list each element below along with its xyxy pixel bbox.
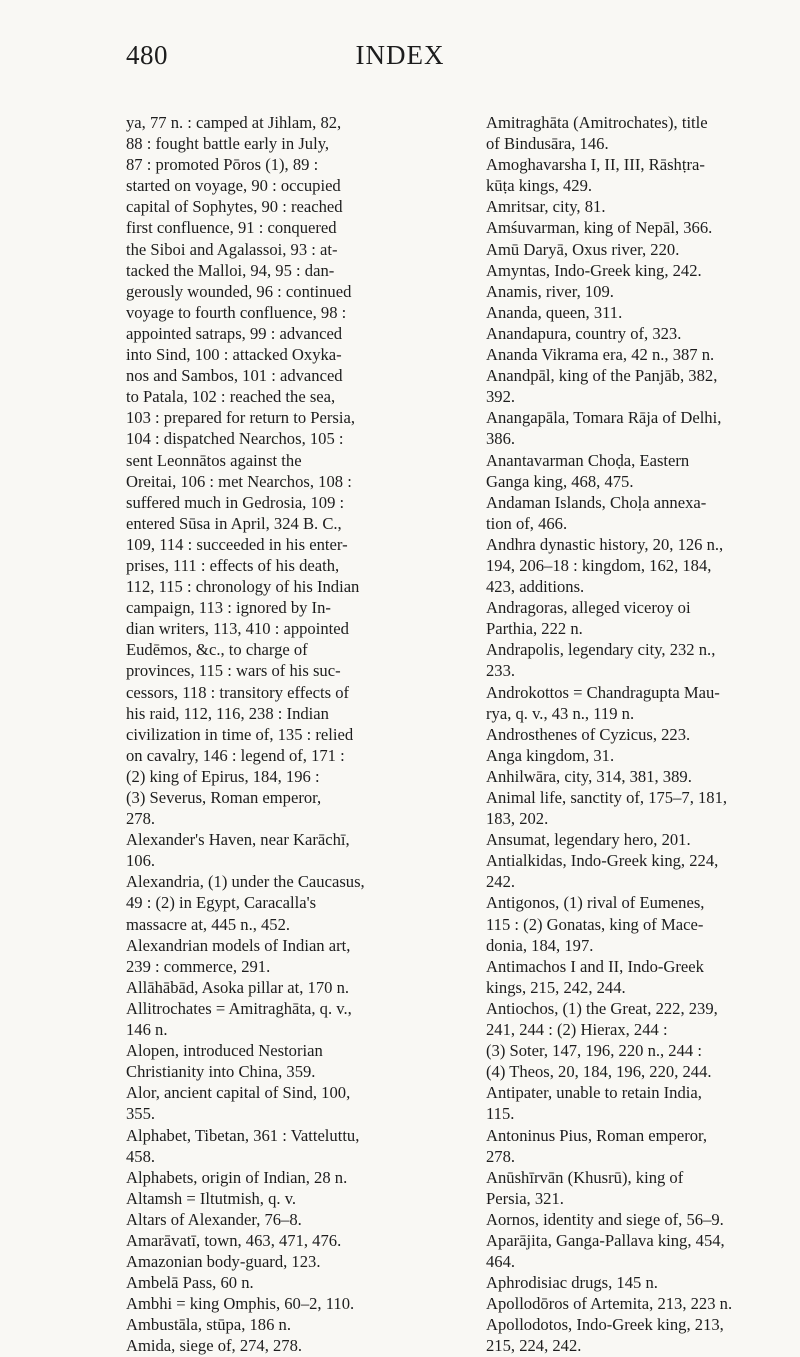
index-entry-line: 233.	[486, 661, 516, 681]
index-entry-line: Anandpāl, king of the Panjāb, 382,	[486, 366, 718, 386]
index-entry-line: Alphabet, Tibetan, 361 : Vatteluttu,	[126, 1125, 360, 1145]
index-entry	[126, 1230, 440, 1251]
index-column-left	[126, 112, 440, 1357]
index-entry-line: Amarāvatī, town, 463, 471, 476.	[126, 1230, 342, 1250]
index-entry	[486, 787, 786, 829]
index-entry	[126, 1188, 440, 1209]
index-entry	[486, 1314, 786, 1356]
index-entry	[126, 1209, 440, 1230]
index-entry	[126, 935, 440, 977]
index-entry	[486, 1230, 786, 1272]
index-entry	[486, 112, 786, 154]
index-entry-line: Antimachos I and II, Indo-Greek	[486, 956, 704, 976]
index-entry-line: Altars of Alexander, 76–8.	[126, 1209, 302, 1229]
index-entry-line: Ananda Vikrama era, 42 n., 387 n.	[486, 345, 715, 365]
index-entry-line: into Sind, 100 : attacked Oxyka-	[126, 345, 342, 365]
index-entry-line: suffered much in Gedrosia, 109 :	[126, 492, 345, 512]
index-entry-line: voyage to fourth confluence, 98 :	[126, 302, 347, 322]
index-entry-line: Altamsh = Iltutmish, q. v.	[126, 1188, 297, 1208]
index-entry-line: 386.	[486, 429, 516, 449]
index-entry	[486, 639, 786, 681]
index-entry-line: kūṭa kings, 429.	[486, 176, 593, 196]
index-entry-line: 215, 224, 242.	[486, 1336, 582, 1356]
index-entry-line: the Siboi and Agalassoi, 93 : at-	[126, 239, 338, 259]
index-entry	[486, 1082, 786, 1124]
index-entry	[486, 260, 786, 281]
index-entry-line: tacked the Malloi, 94, 95 : dan-	[126, 260, 335, 280]
index-entry-line: 458.	[126, 1146, 156, 1166]
index-entry-line: kings, 215, 242, 244.	[486, 977, 626, 997]
index-entry-line: donia, 184, 197.	[486, 935, 594, 955]
index-entry-line: 464.	[486, 1252, 516, 1272]
index-entry-line: 194, 206–18 : kingdom, 162, 184,	[486, 555, 712, 575]
index-entry-line: Persia, 321.	[486, 1188, 564, 1208]
index-entry	[486, 217, 786, 238]
index-entry	[486, 829, 786, 850]
index-entry-line: Anandapura, country of, 323.	[486, 323, 682, 343]
index-entry-line: 392.	[486, 387, 516, 407]
index-entry-line: Amitraghāta (Amitrochates), title	[486, 113, 708, 132]
index-entry-line: 109, 114 : succeeded in his enter-	[126, 534, 348, 554]
index-entry-line: Antigonos, (1) rival of Eumenes,	[486, 893, 705, 913]
index-entry-line: sent Leonnātos against the	[126, 450, 302, 470]
index-entry	[486, 239, 786, 260]
index-entry-line: Alor, ancient capital of Sind, 100,	[126, 1083, 351, 1103]
index-column-right	[486, 112, 786, 1357]
index-entry-line: Anhilwāra, city, 314, 381, 389.	[486, 766, 692, 786]
index-entry-line: Alexandrian models of Indian art,	[126, 935, 351, 955]
index-entry	[126, 829, 440, 871]
index-entry-line: Amśuvarman, king of Nepāl, 366.	[486, 218, 713, 238]
index-entry-line: ya, 77 n. : camped at Jihlam, 82,	[126, 113, 342, 132]
index-entry-line: 355.	[126, 1104, 156, 1124]
index-entry-line: Andaman Islands, Choḷa annexa-	[486, 492, 707, 512]
index-entry-line: Eudēmos, &c., to charge of	[126, 640, 308, 660]
index-entry	[126, 977, 440, 998]
index-entry-line: 146 n.	[126, 1020, 168, 1040]
index-entry-line: rya, q. v., 43 n., 119 n.	[486, 703, 635, 723]
index-entry-line: Amida, siege of, 274, 278.	[126, 1336, 303, 1356]
index-entry	[486, 1125, 786, 1167]
index-entry-line: 241, 244 : (2) Hierax, 244 :	[486, 1020, 668, 1040]
page-number: 480	[126, 40, 168, 70]
index-entry-line: Andrapolis, legendary city, 232 n.,	[486, 640, 716, 660]
index-entry	[486, 766, 786, 787]
index-entry	[126, 1314, 440, 1335]
index-entry	[486, 344, 786, 365]
index-entry-line: 423, additions.	[486, 577, 585, 597]
index-entry-line: (4) Theos, 20, 184, 196, 220, 244.	[486, 1062, 712, 1082]
index-entry-line: 239 : commerce, 291.	[126, 956, 271, 976]
index-entry	[486, 745, 786, 766]
index-entry-line: dian writers, 113, 410 : appointed	[126, 619, 349, 639]
index-entry	[486, 154, 786, 196]
index-entry-line: Anamis, river, 109.	[486, 281, 614, 301]
index-entry	[486, 998, 786, 1082]
index-entry-line: campaign, 113 : ignored by In-	[126, 598, 331, 618]
index-entry-line: Andragoras, alleged viceroy oi	[486, 598, 691, 618]
index-entry-line: (2) king of Epirus, 184, 196 :	[126, 766, 320, 786]
index-entry-line: Amoghavarsha I, II, III, Rāshṭra-	[486, 155, 705, 175]
index-entry-line: capital of Sophytes, 90 : reached	[126, 197, 343, 217]
index-entry-line: Alphabets, origin of Indian, 28 n.	[126, 1167, 348, 1187]
index-entry-line: tion of, 466.	[486, 513, 568, 533]
index-entry	[486, 724, 786, 745]
index-entry	[126, 1251, 440, 1272]
index-entry-line: Anga kingdom, 31.	[486, 745, 615, 765]
index-entry	[486, 1209, 786, 1230]
index-entry-line: 115.	[486, 1104, 515, 1124]
index-entry-line: Androsthenes of Cyzicus, 223.	[486, 724, 691, 744]
index-entry-line: 242.	[486, 872, 516, 892]
index-entry-line: nos and Sambos, 101 : advanced	[126, 366, 343, 386]
index-entry-line: to Patala, 102 : reached the sea,	[126, 387, 336, 407]
index-entry-line: 278.	[486, 1146, 516, 1166]
index-entry-line: gerously wounded, 96 : continued	[126, 281, 352, 301]
index-entry-line: Amazonian body-guard, 123.	[126, 1252, 321, 1272]
index-entry-line: Aornos, identity and siege of, 56–9.	[486, 1209, 724, 1229]
index-entry	[126, 1125, 440, 1167]
index-entry-line: of Bindusāra, 146.	[486, 134, 609, 154]
index-entry-line: 104 : dispatched Nearchos, 105 :	[126, 429, 344, 449]
index-entry-line: his raid, 112, 116, 238 : Indian	[126, 703, 329, 723]
index-entry-line: Antialkidas, Indo-Greek king, 224,	[486, 851, 719, 871]
index-entry-line: civilization in time of, 135 : relied	[126, 724, 354, 744]
index-entry-line: Amū Daryā, Oxus river, 220.	[486, 239, 680, 259]
index-entry-line: on cavalry, 146 : legend of, 171 :	[126, 745, 345, 765]
index-entry-line: 87 : promoted Pōros (1), 89 :	[126, 155, 319, 175]
index-entry-continued	[126, 112, 440, 829]
index-entry	[126, 1293, 440, 1314]
index-entry-line: Anangapāla, Tomara Rāja of Delhi,	[486, 408, 722, 428]
running-head: INDEX	[355, 40, 445, 70]
index-entry	[486, 534, 786, 597]
index-entry-line: Allāhābād, Asoka pillar at, 170 n.	[126, 977, 350, 997]
index-entry-line: 49 : (2) in Egypt, Caracalla's	[126, 893, 317, 913]
index-entry-line: (3) Soter, 147, 196, 220 n., 244 :	[486, 1041, 702, 1061]
index-entry	[126, 1335, 440, 1356]
index-entry	[486, 597, 786, 639]
index-entry	[486, 323, 786, 344]
index-entry	[486, 682, 786, 724]
index-entry-line: Alopen, introduced Nestorian	[126, 1041, 323, 1061]
index-entry-line: Amyntas, Indo-Greek king, 242.	[486, 260, 702, 280]
index-entry-line: Anūshīrvān (Khusrū), king of	[486, 1167, 684, 1187]
index-entry-line: (3) Severus, Roman emperor,	[126, 788, 322, 807]
index-entry-line: Alexandria, (1) under the Caucasus,	[126, 872, 365, 892]
index-entry	[126, 1272, 440, 1293]
index-entry	[126, 871, 440, 934]
index-entry	[486, 850, 786, 892]
index-entry	[486, 1293, 786, 1314]
index-entry-line: Parthia, 222 n.	[486, 619, 583, 639]
index-entry	[486, 956, 786, 998]
index-entry-line: Ananda, queen, 311.	[486, 302, 623, 322]
index-entry-line: 278.	[126, 809, 156, 829]
index-entry	[126, 1167, 440, 1188]
index-entry	[486, 281, 786, 302]
index-entry-line: Alexander's Haven, near Karāchī,	[126, 830, 350, 850]
index-entry-line: Ganga king, 468, 475.	[486, 471, 634, 491]
index-entry-line: first confluence, 91 : conquered	[126, 218, 337, 238]
index-entry	[486, 407, 786, 449]
index-entry-line: Aphrodisiac drugs, 145 n.	[486, 1273, 658, 1293]
index-entry-line: appointed satraps, 99 : advanced	[126, 323, 343, 343]
index-entry-line: Apollodōros of Artemita, 213, 223 n.	[486, 1294, 733, 1314]
index-entry-line: started on voyage, 90 : occupied	[126, 176, 341, 196]
index-entry-line: Ansumat, legendary hero, 201.	[486, 830, 691, 850]
index-entry-line: Allitrochates = Amitraghāta, q. v.,	[126, 998, 352, 1018]
index-entry	[486, 365, 786, 407]
index-entry-line: Antiochos, (1) the Great, 222, 239,	[486, 998, 718, 1018]
index-entry-line: Ambelā Pass, 60 n.	[126, 1273, 254, 1293]
index-entry-line: provinces, 115 : wars of his suc-	[126, 661, 341, 681]
index-entry-line: Aparājita, Ganga-Pallava king, 454,	[486, 1230, 725, 1250]
index-entry-line: Oreitai, 106 : met Nearchos, 108 :	[126, 471, 352, 491]
index-entry-line: Androkottos = Chandragupta Mau-	[486, 682, 720, 702]
index-entry-line: 88 : fought battle early in July,	[126, 134, 330, 154]
index-entry	[486, 492, 786, 534]
index-entry	[486, 196, 786, 217]
index-entry-line: 103 : prepared for return to Persia,	[126, 408, 356, 428]
index-entry-line: Christianity into China, 359.	[126, 1062, 316, 1082]
index-entry-line: entered Sūsa in April, 324 B. C.,	[126, 513, 342, 533]
index-entry-line: Anantavarman Choḍa, Eastern	[486, 450, 690, 470]
index-entry-line: Antipater, unable to retain India,	[486, 1083, 702, 1103]
index-entry	[126, 1040, 440, 1082]
index-entry-line: 112, 115 : chronology of his Indian	[126, 577, 360, 597]
index-entry-line: Amritsar, city, 81.	[486, 197, 606, 217]
index-entry-line: massacre at, 445 n., 452.	[126, 914, 291, 934]
index-entry	[126, 998, 440, 1040]
index-entry-line: Apollodotos, Indo-Greek king, 213,	[486, 1315, 724, 1335]
index-entry-line: Antoninus Pius, Roman emperor,	[486, 1125, 708, 1145]
index-entry-line: cessors, 118 : transitory effects of	[126, 682, 350, 702]
index-entry-line: 183, 202.	[486, 809, 549, 829]
index-entry-line: 106.	[126, 851, 156, 871]
index-entry-line: Ambustāla, stūpa, 186 n.	[126, 1315, 291, 1335]
index-entry-line: prises, 111 : effects of his death,	[126, 555, 340, 575]
index-entry-line: Animal life, sanctity of, 175–7, 181,	[486, 788, 728, 807]
index-entry	[126, 1082, 440, 1124]
index-entry	[486, 450, 786, 492]
index-entry-line: Andhra dynastic history, 20, 126 n.,	[486, 534, 724, 554]
index-entry	[486, 1272, 786, 1293]
index-entry-line: 115 : (2) Gonatas, king of Mace-	[486, 914, 704, 934]
index-entry-line: Ambhi = king Omphis, 60–2, 110.	[126, 1294, 355, 1314]
index-entry	[486, 1167, 786, 1209]
index-entry	[486, 892, 786, 955]
index-entry	[486, 302, 786, 323]
